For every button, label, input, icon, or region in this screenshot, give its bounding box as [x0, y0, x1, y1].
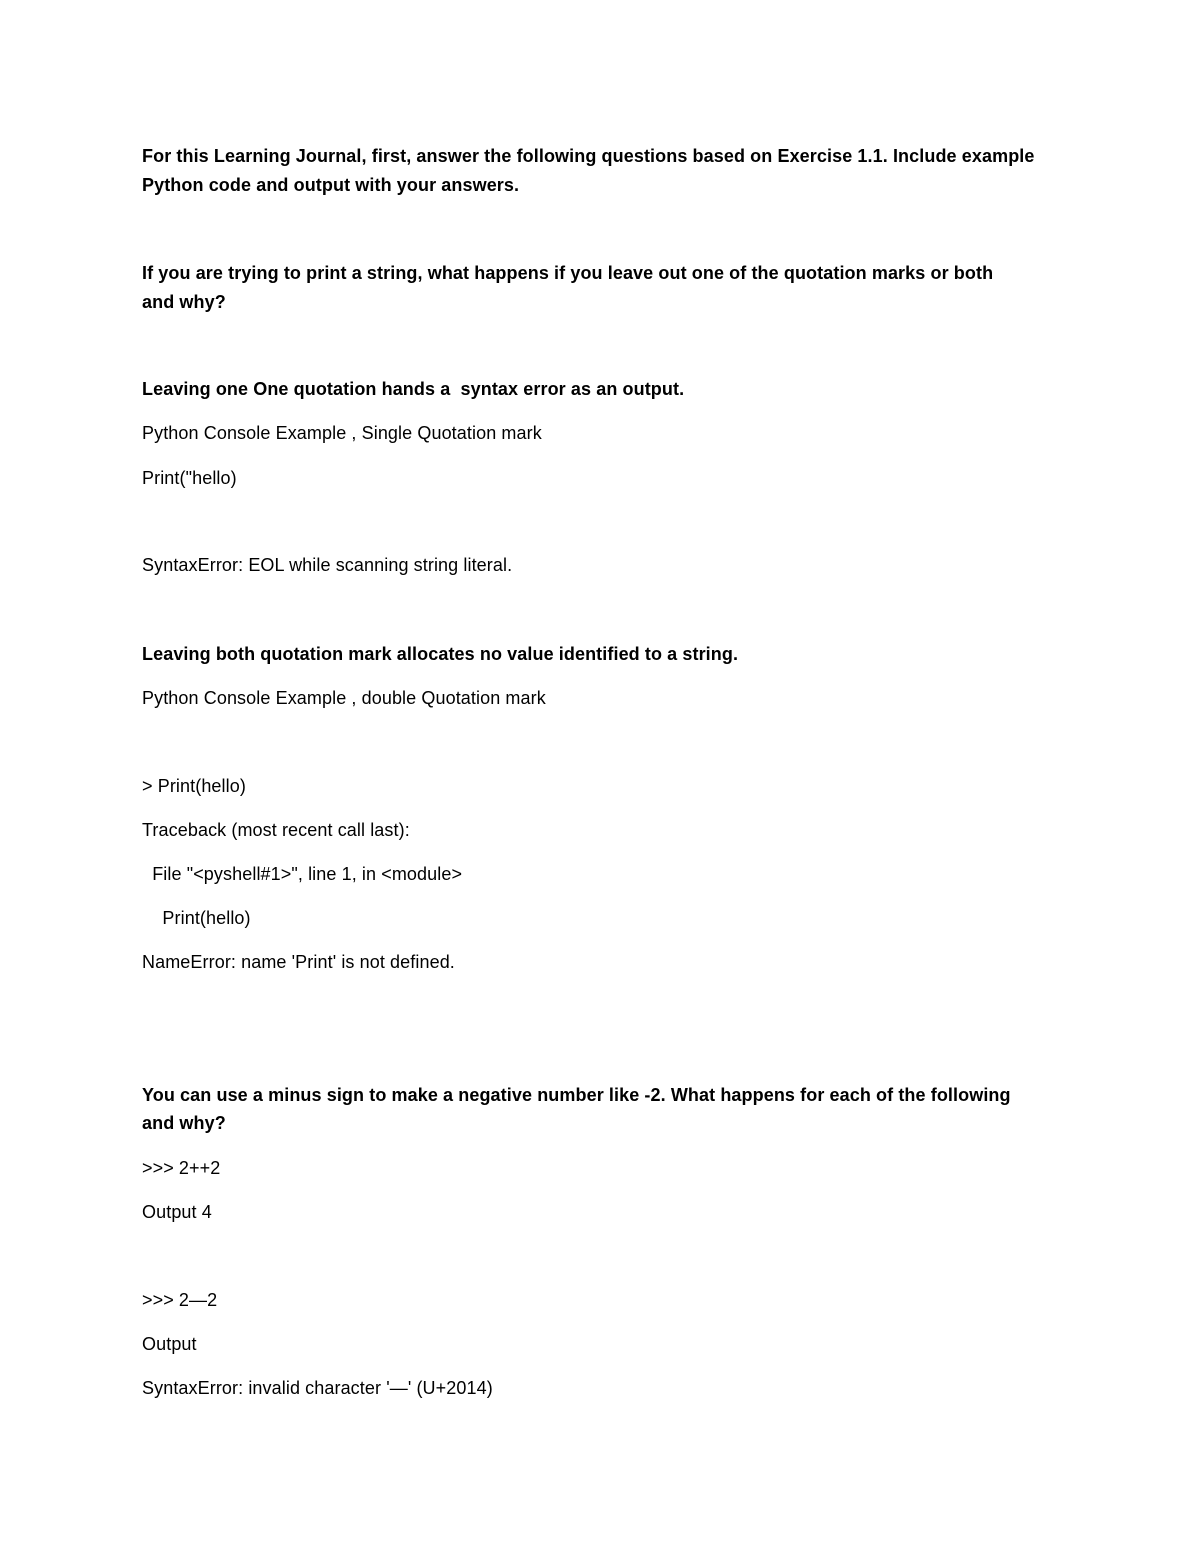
- question1-line-1: If you are trying to print a string, what happens if you leave out one of the quotation marks or both: [142, 263, 994, 283]
- expr2-error: SyntaxError: invalid character '—' (U+2014): [142, 1378, 493, 1398]
- example2-label: Python Console Example , double Quotation mark: [142, 688, 546, 708]
- traceback-line-4: Print(hello): [142, 908, 251, 928]
- intro-line-2: Python code and output with your answers.: [142, 175, 520, 195]
- traceback-line-3: File "<pyshell#1>", line 1, in <module>: [142, 864, 463, 884]
- question2-line-2: and why?: [142, 1113, 226, 1133]
- example1-label: Python Console Example , Single Quotation mark: [142, 423, 542, 443]
- answer1-heading: Leaving one One quotation hands a syntax error as an output.: [142, 379, 685, 399]
- traceback-line-1: > Print(hello): [142, 776, 246, 796]
- traceback-line-2: Traceback (most recent call last):: [142, 820, 410, 840]
- question1-line-2: and why?: [142, 292, 226, 312]
- intro-line-1: For this Learning Journal, first, answer the following questions based on Exercise 1.1. Include example: [142, 146, 1035, 166]
- expr2: >>> 2—2: [142, 1290, 218, 1310]
- expr1: >>> 2++2: [142, 1158, 221, 1178]
- question2-line-1: You can use a minus sign to make a negative number like -2. What happens for each of the following: [142, 1085, 1011, 1105]
- example1-code: Print("hello): [142, 468, 237, 488]
- expr1-output: Output 4: [142, 1202, 212, 1222]
- answer2-heading: Leaving both quotation mark allocates no value identified to a string.: [142, 644, 739, 664]
- traceback-line-5: NameError: name 'Print' is not defined.: [142, 952, 455, 972]
- expr2-output-label: Output: [142, 1334, 197, 1354]
- example1-error: SyntaxError: EOL while scanning string literal.: [142, 555, 513, 575]
